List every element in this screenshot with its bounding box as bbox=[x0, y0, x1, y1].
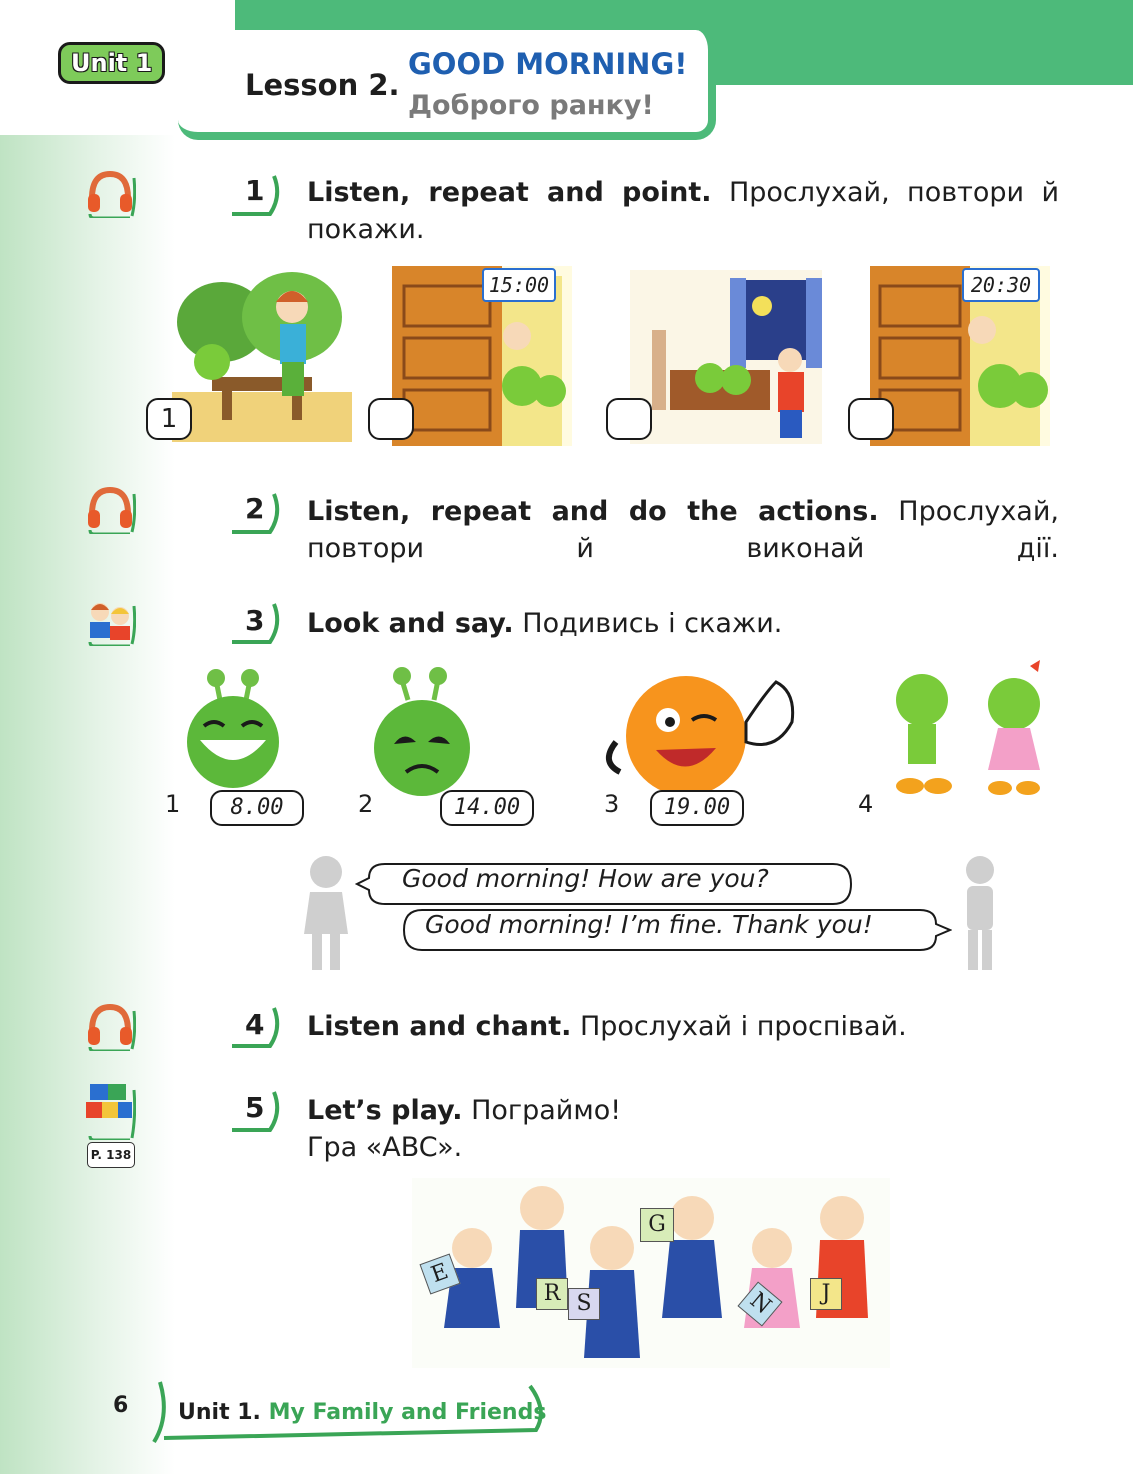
exercise-number: 3 bbox=[245, 604, 265, 637]
exercise-number: 2 bbox=[245, 492, 265, 525]
picture-number-box[interactable]: 1 bbox=[146, 398, 192, 440]
exercise-5-instruction bbox=[307, 1092, 1059, 1166]
letter-block: N bbox=[737, 1281, 782, 1326]
game-cubes-icon[interactable] bbox=[84, 1082, 136, 1140]
letter-block: J bbox=[810, 1278, 842, 1310]
time-box: 14.00 bbox=[440, 790, 534, 826]
picture-two-aliens bbox=[880, 658, 1058, 800]
lesson-title-ua: Доброго ранку! bbox=[408, 90, 654, 121]
instruction-ua: Прослухай, повтори й виконай дії. bbox=[307, 496, 1059, 564]
letter-block: G bbox=[640, 1208, 674, 1242]
picture-happy-alien bbox=[178, 660, 288, 790]
digital-clock: 15:00 bbox=[482, 268, 556, 302]
picture-number: 3 bbox=[604, 790, 620, 818]
lesson-label: Lesson 2. bbox=[245, 68, 400, 102]
letter-block: R bbox=[536, 1278, 568, 1310]
footer-title bbox=[178, 1400, 546, 1425]
exercise-number: 1 bbox=[245, 174, 265, 207]
digital-clock: 20:30 bbox=[962, 268, 1040, 302]
picture-number-box[interactable] bbox=[848, 398, 894, 440]
exercise-1-instruction bbox=[307, 174, 1059, 248]
picture-bedroom-night bbox=[630, 270, 822, 444]
page-reference[interactable]: P. 138 bbox=[87, 1142, 135, 1168]
lesson-title-en: GOOD MORNING! bbox=[408, 47, 688, 81]
instruction-en: Listen, repeat and do the actions. bbox=[307, 496, 879, 527]
side-gradient bbox=[0, 0, 175, 1474]
instruction-en: Look and say. bbox=[307, 608, 514, 639]
time-box: 19.00 bbox=[650, 790, 744, 826]
instruction-ua: Прослухай, повтори й покажи. bbox=[307, 177, 1059, 245]
dialogue-line-1: Good morning! How are you? bbox=[402, 864, 769, 893]
footer-unit: Unit 1. bbox=[178, 1400, 261, 1425]
kids-talking-icon[interactable] bbox=[84, 598, 136, 646]
exercise-4-instruction bbox=[307, 1008, 1059, 1045]
picture-winking-sun bbox=[596, 662, 816, 794]
picture-number: 1 bbox=[165, 790, 181, 818]
exercise-number: 5 bbox=[245, 1091, 265, 1124]
headphones-icon[interactable] bbox=[84, 486, 136, 534]
instruction-ua: Прослухай і проспівай. bbox=[579, 1011, 907, 1042]
footer-unit-name: My Family and Friends bbox=[268, 1400, 547, 1425]
letter-block: E bbox=[419, 1253, 460, 1294]
child-silhouette-right bbox=[955, 852, 1005, 970]
exercise-3-instruction bbox=[307, 605, 1059, 642]
unit-badge: Unit 1 bbox=[58, 42, 165, 84]
instruction-ua: Подивись і скажи. bbox=[522, 608, 783, 639]
time-box: 8.00 bbox=[210, 790, 304, 826]
picture-number: 4 bbox=[858, 790, 874, 818]
instruction-ua: Пограймо! bbox=[471, 1095, 622, 1126]
picture-park-bench bbox=[172, 262, 352, 442]
dialogue-line-2: Good morning! I’m fine. Thank you! bbox=[425, 910, 873, 939]
picture-sad-alien bbox=[372, 660, 482, 800]
instruction-ua-game: Гра «ABC». bbox=[307, 1132, 463, 1163]
page-number: 6 bbox=[113, 1393, 129, 1418]
instruction-en: Let’s play. bbox=[307, 1095, 463, 1126]
letter-block: S bbox=[568, 1288, 600, 1320]
picture-number: 2 bbox=[358, 790, 374, 818]
picture-number-box[interactable] bbox=[606, 398, 652, 440]
picture-kids-with-letter-blocks bbox=[412, 1178, 890, 1368]
exercise-number: 4 bbox=[245, 1008, 265, 1041]
instruction-en: Listen, repeat and point. bbox=[307, 177, 712, 208]
picture-number-box[interactable] bbox=[368, 398, 414, 440]
child-silhouette-left bbox=[296, 852, 356, 972]
exercise-2-instruction bbox=[307, 493, 1059, 567]
headphones-icon[interactable] bbox=[84, 170, 136, 218]
instruction-en: Listen and chant. bbox=[307, 1011, 572, 1042]
headphones-icon[interactable] bbox=[84, 1003, 136, 1051]
